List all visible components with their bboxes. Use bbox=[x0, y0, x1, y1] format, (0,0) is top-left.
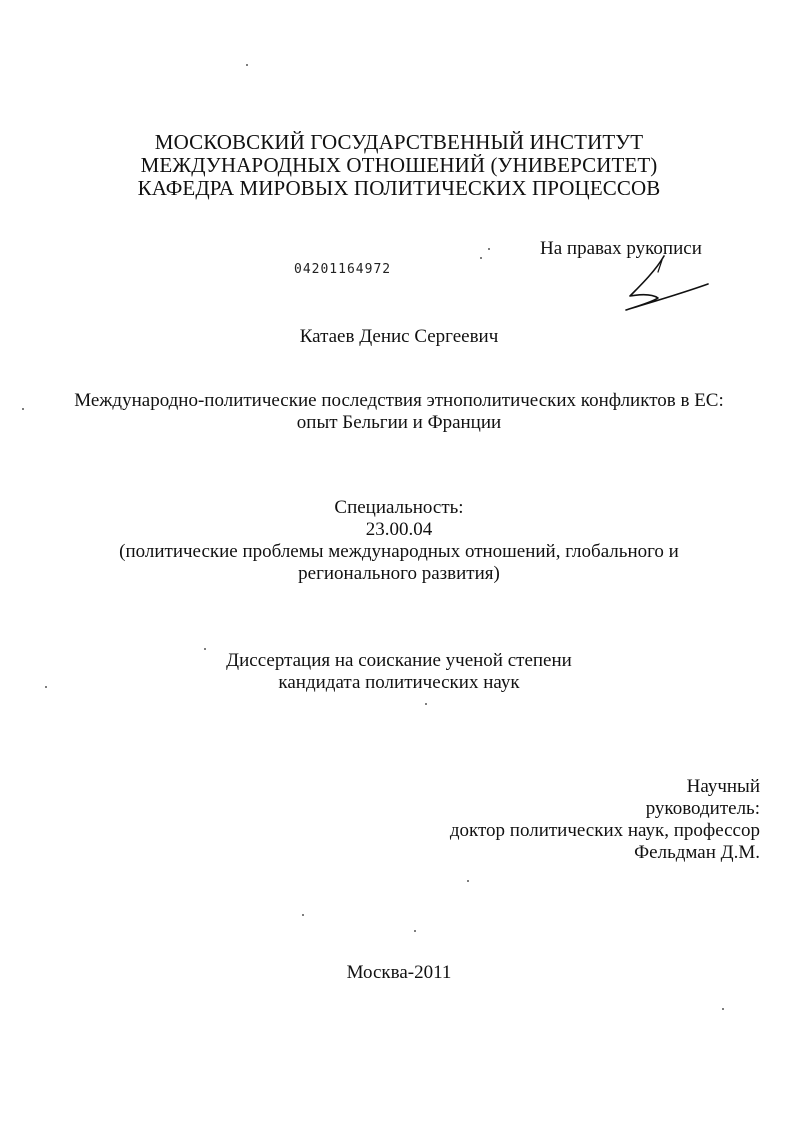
specialty-code: 23.00.04 bbox=[365, 519, 433, 540]
city-year: Москва-2011 bbox=[346, 962, 452, 983]
scan-speck bbox=[45, 686, 47, 688]
signature-image bbox=[612, 250, 722, 320]
scan-speck bbox=[204, 648, 206, 650]
supervisor-label-1: Научный bbox=[686, 776, 760, 797]
degree-line-2: кандидата политических наук bbox=[278, 672, 520, 693]
scan-speck bbox=[488, 248, 490, 250]
dissertation-title-line-2: опыт Бельгии и Франции bbox=[296, 412, 502, 433]
institution-line-1: МОСКОВСКИЙ ГОСУДАРСТВЕННЫЙ ИНСТИТУТ bbox=[154, 130, 644, 154]
scan-speck bbox=[22, 408, 24, 410]
scan-speck bbox=[246, 64, 248, 66]
specialty-description-line-2: регионального развития) bbox=[298, 563, 500, 584]
department-line: КАФЕДРА МИРОВЫХ ПОЛИТИЧЕСКИХ ПРОЦЕССОВ bbox=[137, 176, 661, 200]
scan-speck bbox=[302, 914, 304, 916]
scan-speck bbox=[480, 257, 482, 259]
supervisor-name: Фельдман Д.М. bbox=[634, 842, 760, 863]
scan-speck bbox=[722, 1008, 724, 1010]
scan-speck bbox=[467, 880, 469, 882]
manuscript-note: На правах рукописи bbox=[540, 238, 702, 259]
specialty-description-line-1: (политические проблемы международных отношений, глобального и bbox=[119, 541, 679, 562]
scan-speck bbox=[425, 703, 427, 705]
institution-line-2: МЕЖДУНАРОДНЫХ ОТНОШЕНИЙ (УНИВЕРСИТЕТ) bbox=[140, 153, 658, 177]
supervisor-title: доктор политических наук, профессор bbox=[449, 820, 760, 841]
degree-line-1: Диссертация на соискание ученой степени bbox=[226, 650, 572, 671]
catalog-code: 04201164972 bbox=[294, 262, 392, 277]
scan-speck bbox=[414, 930, 416, 932]
author-name: Катаев Денис Сергеевич bbox=[299, 326, 499, 347]
specialty-label: Специальность: bbox=[334, 497, 464, 518]
supervisor-label-2: руководитель: bbox=[645, 798, 760, 819]
dissertation-title-line-1: Международно-политические последствия этнополитических конфликтов в ЕС: bbox=[74, 390, 724, 411]
